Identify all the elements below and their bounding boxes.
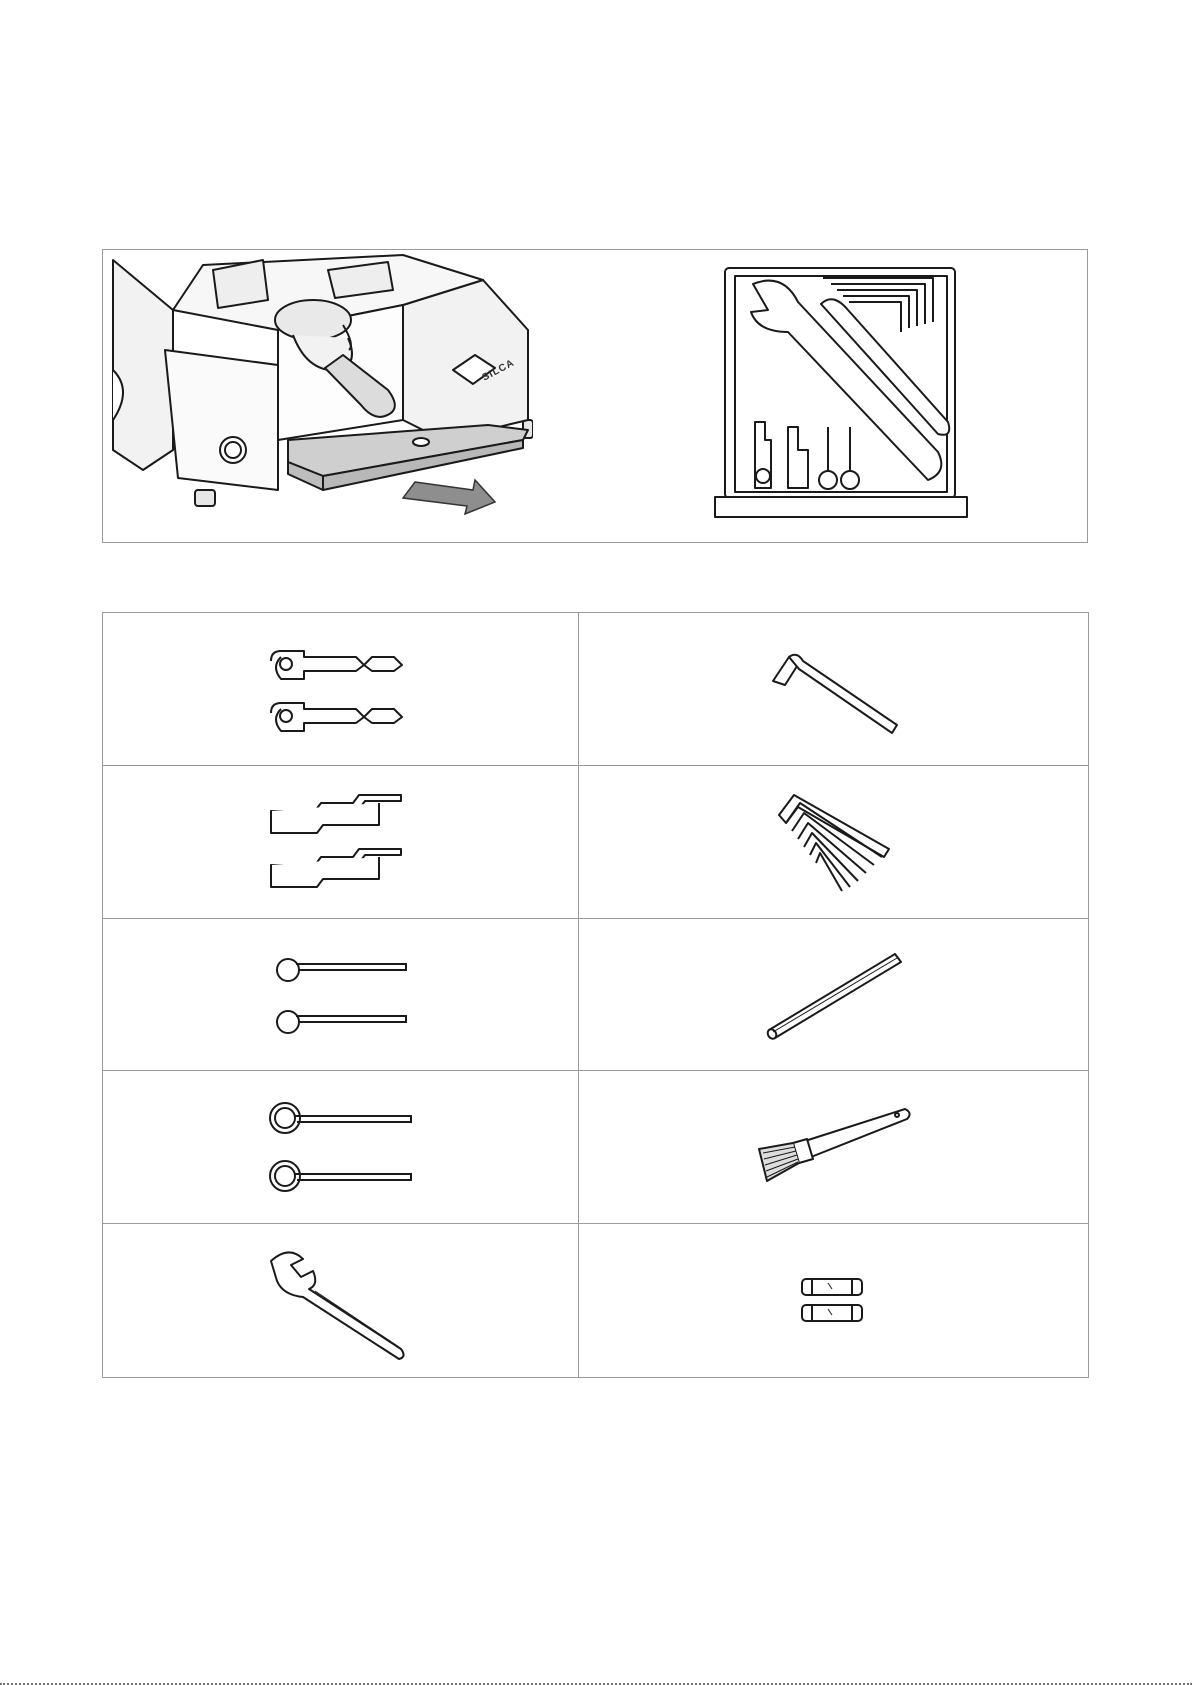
- tool-kit-table: [102, 612, 1089, 1378]
- hex-key-set-icon: [764, 787, 904, 897]
- stepped-key-template-icon: [261, 787, 421, 897]
- tool-cell-stepped-templates: [103, 766, 579, 919]
- tool-cell-cleaning-brush: [579, 1071, 1088, 1224]
- small-eye-pin-icon: [266, 944, 416, 1044]
- tool-cell-large-eye-pins: [103, 1071, 579, 1224]
- key-cutting-machine-illustration: [103, 250, 533, 542]
- cleaning-brush-icon: [749, 1097, 919, 1197]
- fuse-icon: [794, 1271, 874, 1331]
- tool-cell-small-eye-pins: [103, 919, 579, 1072]
- tool-cell-flat-key-blanks: [103, 613, 579, 766]
- hex-key-icon: [759, 639, 909, 739]
- flat-key-blank-icon: [266, 639, 416, 739]
- tool-cell-hex-key: [579, 613, 1088, 766]
- machine-logo-text: SILCA: [480, 357, 517, 384]
- tool-drawer-figure: [102, 249, 1088, 543]
- open-end-wrench-icon: [261, 1241, 421, 1361]
- tool-cell-steel-rod: [579, 919, 1088, 1072]
- tool-cell-open-end-wrench: [103, 1224, 579, 1377]
- large-eye-pin-icon: [261, 1092, 421, 1202]
- tool-cell-fuses: [579, 1224, 1088, 1377]
- tool-cell-hex-key-set: [579, 766, 1088, 919]
- tool-drawer-insert-illustration: [713, 262, 983, 532]
- pull-out-arrow-icon: [403, 480, 495, 514]
- steel-rod-icon: [759, 944, 909, 1044]
